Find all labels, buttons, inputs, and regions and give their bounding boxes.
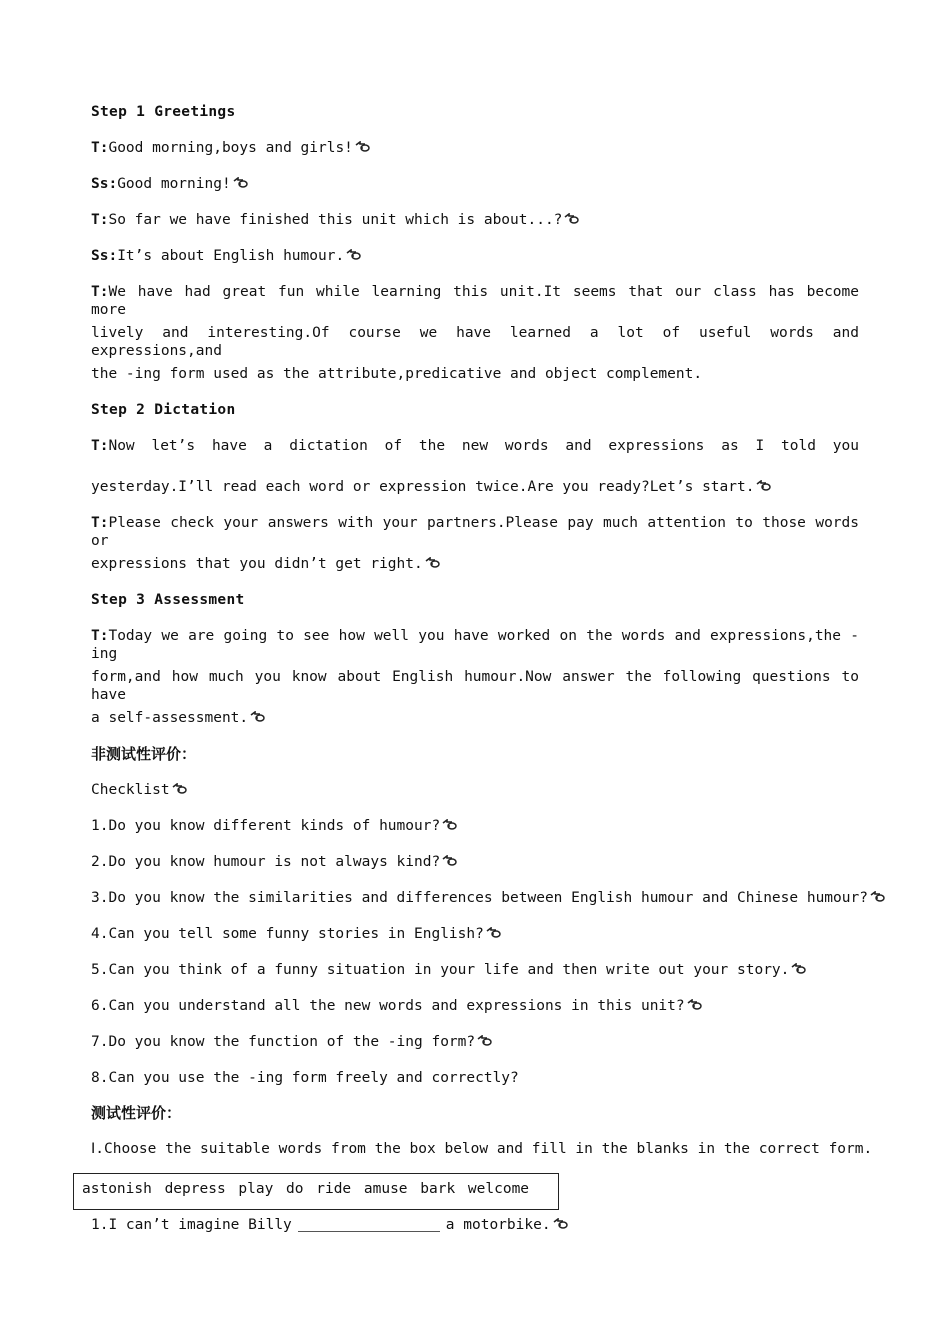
checklist-item [91,853,859,871]
speaker-label: T: [91,284,109,300]
paragraph-line: the -ing form used as the attribute,predicative and object complement. [91,366,703,382]
paragraph-line [91,627,859,663]
test-heading: 测试性评价： [91,1104,182,1122]
checklist-item-text: 3.Do you know the similarities and differences between English humour and Chinese humour? [91,890,868,906]
checklist-item-text: 5.Can you think of a funny situation in your life and then write out your story. [91,962,790,978]
paragraph-text: Please check your answers with your partners.Please pay much attention to those words or [91,515,859,549]
paragraph-return-icon [869,891,886,903]
exercise-instruction: Ⅰ.Choose the suitable words from the box below and fill in the blanks in the correct form. [91,1141,873,1157]
checklist-label-line [91,781,859,799]
paragraph-line [91,478,859,496]
paragraph-return-icon [354,141,371,153]
paragraph-return-icon [232,177,249,189]
checklist-item [91,925,859,943]
dialogue-text: Good morning,boys and girls! [108,140,353,156]
dialogue-line [91,211,859,229]
paragraph-line [91,283,859,319]
paragraph-line: form,and how much you know about English humour.Now answer the following questions to have [91,669,859,703]
paragraph-return-icon [476,1035,493,1047]
checklist-item [91,1033,859,1051]
answer-blank[interactable] [298,1217,440,1232]
speaker-label: T: [91,438,109,454]
checklist-item-text: 6.Can you understand all the new words and expressions in this unit? [91,998,685,1014]
paragraph-return-icon [552,1218,569,1230]
checklist-item [91,997,859,1015]
paragraph-return-icon [249,711,266,723]
paragraph-return-icon [171,783,188,795]
paragraph-return-icon [424,557,441,569]
paragraph-return-icon [790,963,807,975]
question-text-after: a motorbike. [445,1217,551,1233]
step3-heading: Step 3 Assessment [91,592,245,608]
checklist-label: Checklist [91,782,170,798]
checklist-item: 8.Can you use the -ing form freely and correctly? [91,1070,519,1086]
paragraph-line [91,555,859,573]
dialogue-line [91,247,859,265]
dialogue-line [91,175,859,193]
exercise-question [91,1216,859,1234]
paragraph-line [91,709,859,727]
step2-heading: Step 2 Dictation [91,402,236,418]
speaker-label: T: [91,515,109,531]
step1-heading: Step 1 Greetings [91,104,236,120]
dialogue-text: Good morning! [117,176,231,192]
paragraph-return-icon [441,855,458,867]
paragraph-text: yesterday.I’ll read each word or expression twice.Are you ready?Let’s start. [91,479,755,495]
paragraph-return-icon [485,927,502,939]
paragraph-text: expressions that you didn’t get right. [91,556,423,572]
paragraph-text: Today we are going to see how well you have worked on the words and expressions,the -ing [91,628,859,662]
paragraph-text: We have had great fun while learning this unit.It seems that our class has become more [91,284,859,318]
dialogue-text: It’s about English humour. [117,248,345,264]
question-text-before: 1.I can’t imagine Billy [91,1217,292,1233]
paragraph-return-icon [441,819,458,831]
paragraph-text: Now let’s have a dictation of the new words and expressions as I told you [108,438,859,454]
speaker-label: Ss: [91,176,118,192]
paragraph-return-icon [345,249,362,261]
checklist-item-text: 1.Do you know different kinds of humour? [91,818,441,834]
speaker-label: T: [91,212,109,228]
word-box [73,1173,559,1210]
checklist-item-text: 4.Can you tell some funny stories in English? [91,926,484,942]
paragraph-line: lively and interesting.Of course we have learned a lot of useful words and expressions,and [91,325,859,359]
paragraph-return-icon [563,213,580,225]
dialogue-line [91,139,859,157]
word-box-text: astonish depress play do ride amuse bark welcome [82,1181,530,1197]
paragraph-line [91,437,859,455]
checklist-item-text: 2.Do you know humour is not always kind? [91,854,441,870]
checklist-item-text: 7.Do you know the function of the -ing form? [91,1034,476,1050]
speaker-label: T: [91,628,109,644]
paragraph-text: a self-assessment. [91,710,249,726]
speaker-label: T: [91,140,109,156]
speaker-label: Ss: [91,248,118,264]
checklist-item [91,889,868,907]
dialogue-text: So far we have finished this unit which is about...? [108,212,563,228]
paragraph-return-icon [755,480,772,492]
paragraph-line [91,514,859,550]
paragraph-return-icon [686,999,703,1011]
non-test-heading: 非测试性评价： [91,745,197,763]
checklist-item [91,961,859,979]
checklist-item [91,817,859,835]
